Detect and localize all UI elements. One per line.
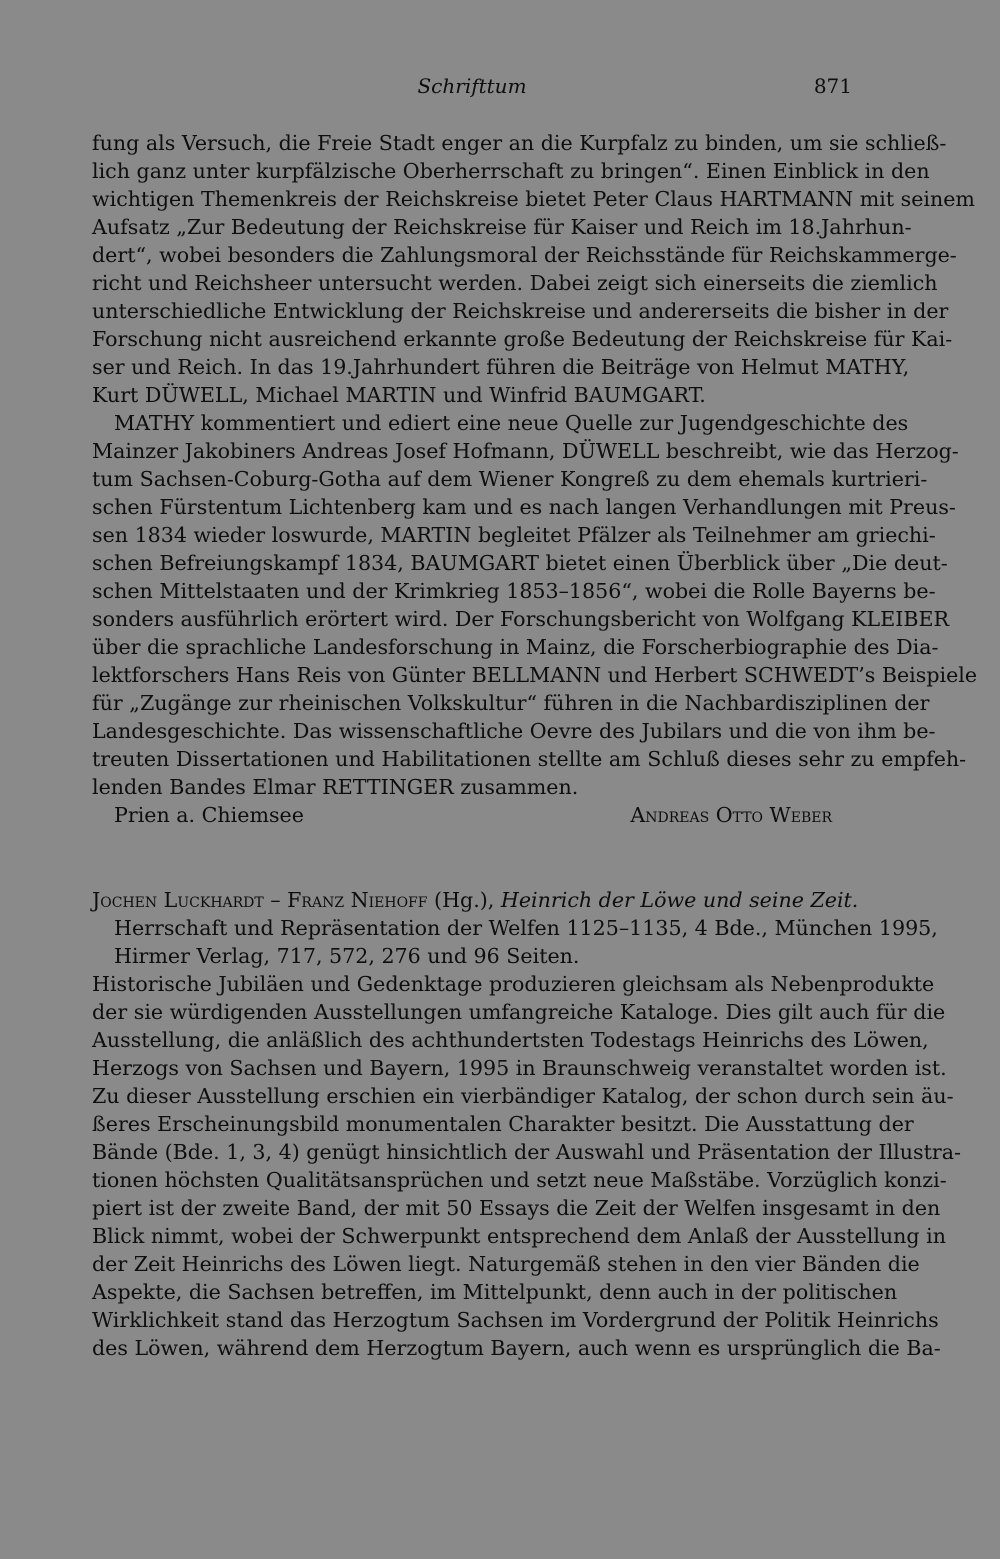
running-title: Schrifttum bbox=[417, 74, 527, 98]
text-line: sonders ausführlich erörtert wird. Der Forschungsbericht von Wolfgang KLEIBER bbox=[92, 607, 950, 631]
text-line: Blick nimmt, wobei der Schwerpunkt entsprechend dem Anlaß der Ausstellung in bbox=[92, 1224, 947, 1248]
text-line: Wirklichkeit stand das Herzogtum Sachsen im Vordergrund der Politik Heinrichs bbox=[92, 1308, 939, 1332]
text-line: wichtigen Themenkreis der Reichskreise bietet Peter Claus HARTMANN mit seinem bbox=[92, 187, 975, 211]
text-line: des Löwen, während dem Herzogtum Bayern, auch wenn es ursprünglich die Ba- bbox=[92, 1336, 941, 1360]
text-line: dert“, wobei besonders die Zahlungsmoral der Reichsstände für Reichskammerge- bbox=[92, 243, 957, 267]
text-line: sen 1834 wieder loswurde, MARTIN begleitet Pfälzer als Teilnehmer am griechi- bbox=[92, 523, 936, 547]
text-line: Forschung nicht ausreichend erkannte große Bedeutung der Reichskreise für Kai- bbox=[92, 327, 953, 351]
text-line: Landesgeschichte. Das wissenschaftliche Oevre des Jubilars und die von ihm be- bbox=[92, 719, 936, 743]
citation-line bbox=[92, 886, 857, 914]
text-line: schen Mittelstaaten und der Krimkrieg 1853–1856“, wobei die Rolle Bayerns be- bbox=[92, 579, 936, 603]
text-line: Kurt DÜWELL, Michael MARTIN und Winfrid BAUMGART. bbox=[92, 383, 706, 407]
text-line: Aufsatz „Zur Bedeutung der Reichskreise für Kaiser und Reich im 18.Jahrhun- bbox=[92, 215, 912, 239]
text-line: tionen höchsten Qualitätsansprüchen und setzt neue Maßstäbe. Vorzüglich konzi- bbox=[92, 1168, 947, 1192]
citation-editor-note: (Hg.), bbox=[427, 888, 501, 912]
text-line: für „Zugänge zur rheinischen Volkskultur“ führen in die Nachbardisziplinen der bbox=[92, 691, 930, 715]
text-line: lenden Bandes Elmar RETTINGER zusammen. bbox=[92, 775, 579, 799]
review-place: Prien a. Chiemsee bbox=[114, 803, 304, 827]
text-line: schen Befreiungskampf 1834, BAUMGART bietet einen Überblick über „Die deut- bbox=[92, 551, 948, 575]
text-line: ßeres Erscheinungsbild monumentalen Charakter besitzt. Die Ausstattung der bbox=[92, 1112, 914, 1136]
review-author: Andreas Otto Weber bbox=[630, 803, 832, 827]
text-line: der sie würdigenden Ausstellungen umfangreiche Kataloge. Dies gilt auch für die bbox=[92, 1000, 946, 1024]
text-line: tum Sachsen-Coburg-Gotha auf dem Wiener Kongreß zu dem ehemals kurtrieri- bbox=[92, 467, 928, 491]
text-line: schen Fürstentum Lichtenberg kam und es nach langen Verhandlungen mit Preus- bbox=[92, 495, 956, 519]
text-line: Historische Jubiläen und Gedenktage produzieren gleichsam als Nebenprodukte bbox=[92, 972, 935, 996]
text-line: Mainzer Jakobiners Andreas Josef Hofmann, DÜWELL beschreibt, wie das Herzog- bbox=[92, 439, 959, 463]
citation-line: Hirmer Verlag, 717, 572, 276 und 96 Seiten. bbox=[114, 944, 580, 968]
text-line: über die sprachliche Landesforschung in Mainz, die Forscherbiographie des Dia- bbox=[92, 635, 939, 659]
text-line: richt und Reichsheer untersucht werden. Dabei zeigt sich einerseits die ziemlich bbox=[92, 271, 938, 295]
citation-authors: Jochen Luckhardt – Franz Niehoff bbox=[92, 888, 428, 912]
page-number: 871 bbox=[813, 74, 852, 98]
text-line: Ausstellung, die anläßlich des achthundertsten Todestags Heinrichs des Löwen, bbox=[92, 1028, 929, 1052]
text-line: Zu dieser Ausstellung erschien ein vierbändiger Katalog, der schon durch sein äu- bbox=[92, 1084, 954, 1108]
text-line: fung als Versuch, die Freie Stadt enger an die Kurpfalz zu binden, um sie schließ- bbox=[92, 131, 947, 155]
text-line: treuten Dissertationen und Habilitationen stellte am Schluß dieses sehr zu empfeh- bbox=[92, 747, 967, 771]
text-line: lich ganz unter kurpfälzische Oberherrschaft zu bringen“. Einen Einblick in den bbox=[92, 159, 930, 183]
text-line: ser und Reich. In das 19.Jahrhundert führen die Beiträge von Helmut MATHY, bbox=[92, 355, 910, 379]
text-line: MATHY kommentiert und ediert eine neue Quelle zur Jugendgeschichte des bbox=[114, 411, 909, 435]
text-line: unterschiedliche Entwicklung der Reichskreise und andererseits die bisher in der bbox=[92, 299, 949, 323]
text-line: Herzogs von Sachsen und Bayern, 1995 in Braunschweig veranstaltet worden ist. bbox=[92, 1056, 947, 1080]
text-line: piert ist der zweite Band, der mit 50 Essays die Zeit der Welfen insgesamt in den bbox=[92, 1196, 941, 1220]
citation-line: Herrschaft und Repräsentation der Welfen 1125–1135, 4 Bde., München 1995, bbox=[114, 916, 938, 940]
text-line: der Zeit Heinrichs des Löwen liegt. Naturgemäß stehen in den vier Bänden die bbox=[92, 1252, 920, 1276]
running-header bbox=[92, 74, 852, 104]
text-line: Aspekte, die Sachsen betreffen, im Mittelpunkt, denn auch in der politischen bbox=[92, 1280, 898, 1304]
text-line: Bände (Bde. 1, 3, 4) genügt hinsichtlich der Auswahl und Präsentation der Illustra- bbox=[92, 1140, 961, 1164]
citation-title: Heinrich der Löwe und seine Zeit. bbox=[500, 888, 859, 912]
text-line: lektforschers Hans Reis von Günter BELLMANN und Herbert SCHWEDT’s Beispiele bbox=[92, 663, 978, 687]
